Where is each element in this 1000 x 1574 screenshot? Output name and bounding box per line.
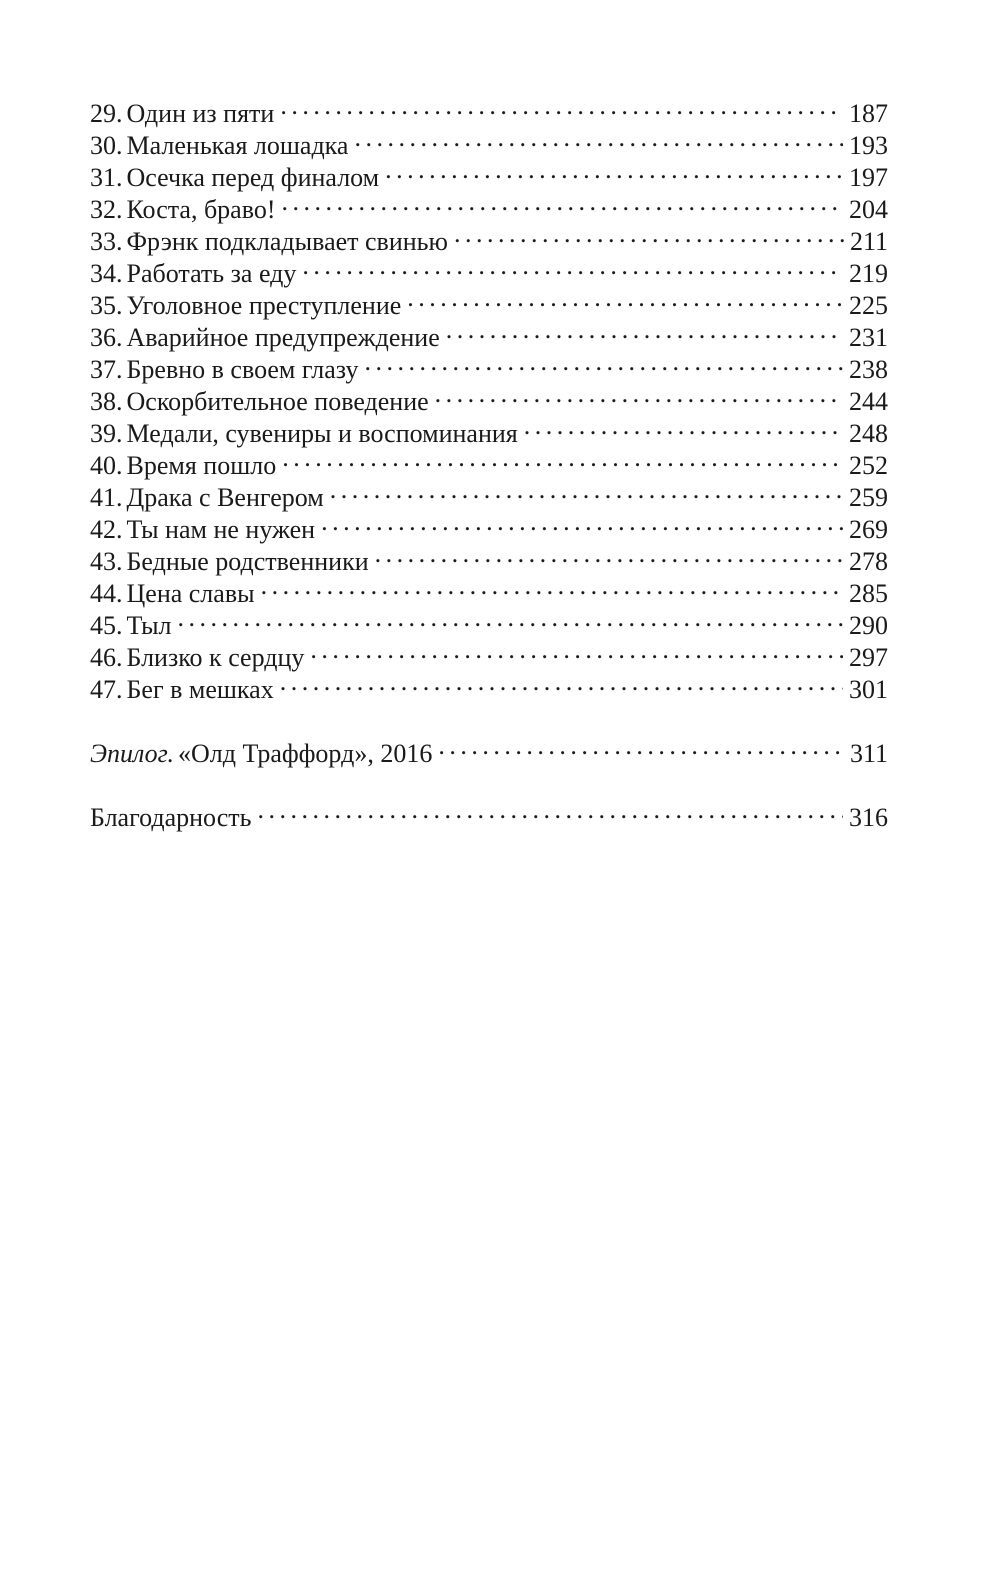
- dot-leader: [354, 122, 843, 154]
- chapter-number: 37.: [90, 355, 123, 384]
- dot-leader: [261, 570, 843, 602]
- page-number: 290: [849, 611, 888, 640]
- chapter-title: Тыл: [126, 611, 172, 640]
- table-of-contents: [90, 90, 888, 832]
- chapter-number: 33.: [90, 227, 123, 256]
- dot-leader: [385, 154, 843, 186]
- dot-leader: [435, 378, 843, 410]
- page-number: 297: [849, 643, 888, 672]
- dot-leader: [302, 250, 843, 282]
- dot-leader: [282, 442, 843, 474]
- chapter-title: Бедные родственники: [126, 547, 369, 576]
- chapter-title: Один из пяти: [126, 99, 275, 128]
- page-number: 285: [849, 579, 888, 608]
- chapter-number: 34.: [90, 259, 123, 288]
- chapter-title: Работать за еду: [126, 259, 297, 288]
- epilogue-label: Эпилог.: [90, 739, 174, 768]
- chapter-title: Ты нам не нужен: [126, 515, 316, 544]
- chapter-title: Медали, сувениры и воспоминания: [126, 419, 518, 448]
- dot-leader: [446, 314, 843, 346]
- chapter-number: 32.: [90, 195, 123, 224]
- page-number: 252: [849, 451, 888, 480]
- dot-leader: [364, 346, 843, 378]
- dot-leader: [454, 218, 844, 250]
- page-number: 219: [849, 259, 888, 288]
- page-number: 193: [849, 131, 888, 160]
- chapter-number: 31.: [90, 163, 123, 192]
- page-number: 238: [849, 355, 888, 384]
- dot-leader: [375, 538, 843, 570]
- dot-leader: [438, 730, 844, 762]
- chapter-number: 45.: [90, 611, 123, 640]
- page-number: 311: [849, 739, 888, 768]
- page-number: 316: [849, 803, 888, 832]
- dot-leader: [310, 634, 843, 666]
- chapter-number: 46.: [90, 643, 123, 672]
- chapter-title: Драка с Венгером: [126, 483, 324, 512]
- chapter-number: 38.: [90, 387, 123, 416]
- toc-entry[interactable]: [90, 602, 888, 640]
- chapter-title: Уголовное преступление: [126, 291, 402, 320]
- page-number: 231: [849, 323, 888, 352]
- page-number: 225: [849, 291, 888, 320]
- page-number: 204: [849, 195, 888, 224]
- chapter-number: 39.: [90, 419, 123, 448]
- chapter-number: 35.: [90, 291, 123, 320]
- chapter-number: 29.: [90, 99, 123, 128]
- dot-leader: [280, 90, 843, 122]
- page-number: 259: [849, 483, 888, 512]
- page-number: 278: [849, 547, 888, 576]
- chapter-title: Бревно в своем глазу: [126, 355, 359, 384]
- page-number: 211: [849, 227, 888, 256]
- chapter-title: Близко к сердцу: [126, 643, 305, 672]
- toc-entry[interactable]: [90, 90, 888, 128]
- chapter-title: Коста, браво!: [126, 195, 276, 224]
- dot-leader: [281, 186, 843, 218]
- dot-leader: [178, 602, 843, 634]
- chapter-title: Аварийное предупреждение: [126, 323, 440, 352]
- chapter-number: 43.: [90, 547, 123, 576]
- chapter-title: Маленькая лошадка: [126, 131, 349, 160]
- page-number: 244: [849, 387, 888, 416]
- toc-entry-acknowledgements[interactable]: [90, 794, 888, 832]
- dot-leader: [407, 282, 843, 314]
- chapter-number: 40.: [90, 451, 123, 480]
- epilogue-title: «Олд Траффорд», 2016: [177, 739, 433, 768]
- dot-leader: [321, 506, 843, 538]
- page-number: 248: [849, 419, 888, 448]
- chapter-title: Оскорбительное поведение: [126, 387, 429, 416]
- dot-leader: [257, 794, 843, 826]
- page-number: 187: [849, 99, 888, 128]
- chapter-title: Фрэнк подкладывает свинью: [126, 227, 448, 256]
- chapter-title: Бег в мешках: [126, 675, 274, 704]
- chapter-title: Цена славы: [126, 579, 255, 608]
- page-number: 197: [849, 163, 888, 192]
- chapter-number: 41.: [90, 483, 123, 512]
- chapter-number: 36.: [90, 323, 123, 352]
- toc-entry-epilogue[interactable]: [90, 730, 888, 768]
- chapter-number: 47.: [90, 675, 123, 704]
- dot-leader: [280, 666, 843, 698]
- chapter-title: Осечка перед финалом: [126, 163, 380, 192]
- chapter-number: 30.: [90, 131, 123, 160]
- toc-entry[interactable]: [90, 634, 888, 672]
- chapter-number: 42.: [90, 515, 123, 544]
- page-number: 301: [849, 675, 888, 704]
- chapter-title: Время пошло: [126, 451, 277, 480]
- page-number: 269: [849, 515, 888, 544]
- dot-leader: [524, 410, 843, 442]
- chapter-number: 44.: [90, 579, 123, 608]
- acknowledgements-title: Благодарность: [90, 803, 252, 832]
- dot-leader: [330, 474, 843, 506]
